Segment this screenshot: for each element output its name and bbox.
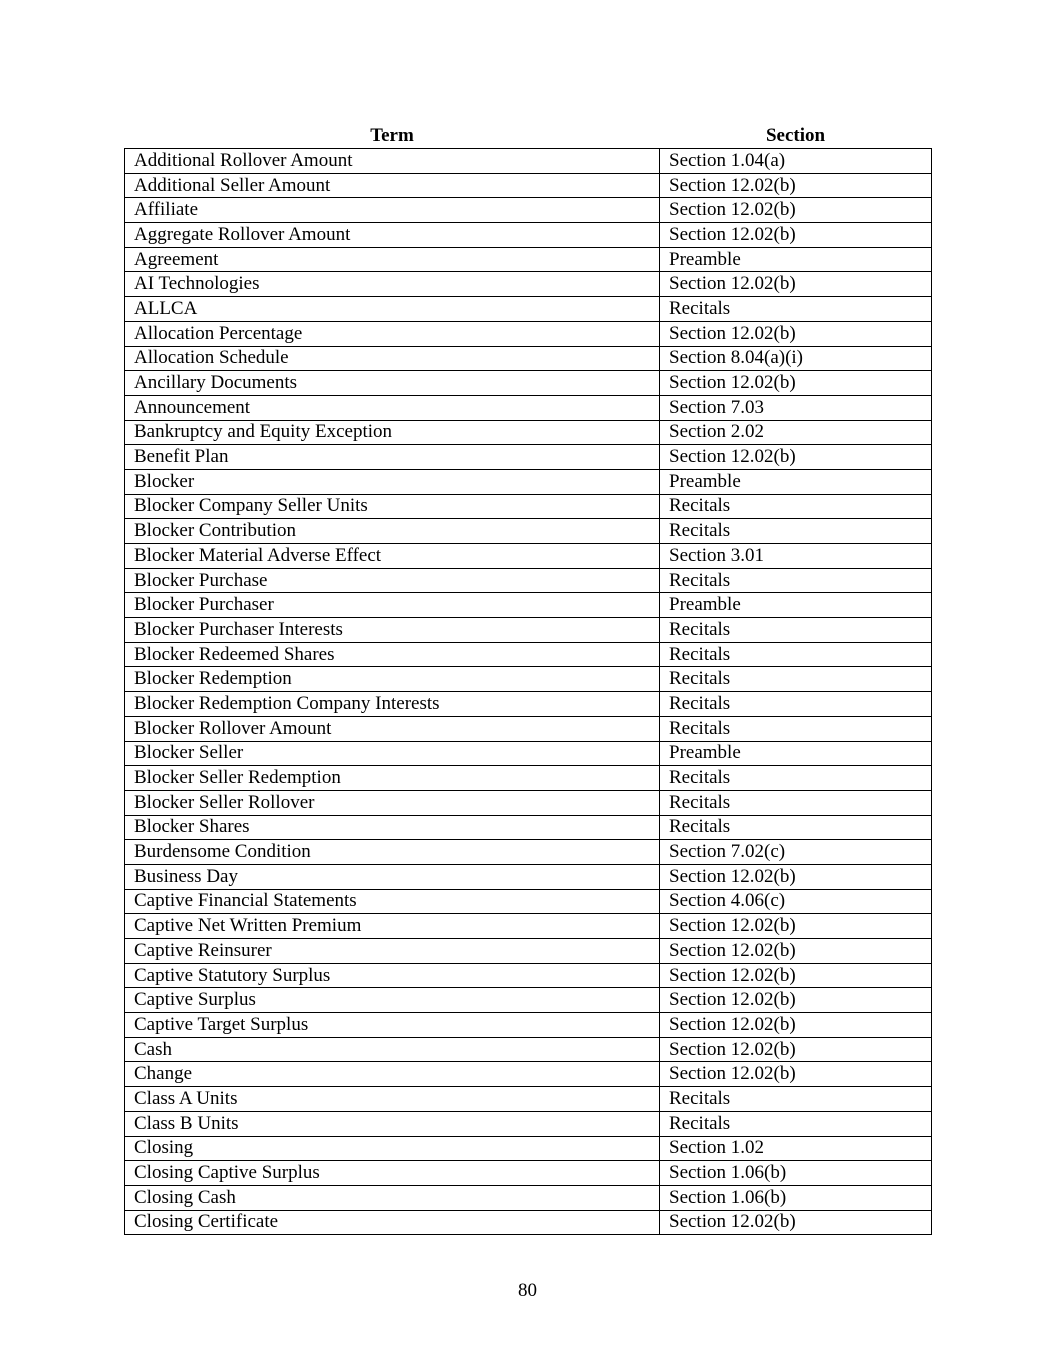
section-cell: Section 3.01 (660, 544, 932, 569)
section-cell: Preamble (660, 741, 932, 766)
section-cell: Recitals (660, 815, 932, 840)
table-row (125, 1013, 932, 1038)
term-cell: Captive Target Surplus (125, 1013, 660, 1038)
table-row (125, 371, 932, 396)
table-row (125, 618, 932, 643)
table-row (125, 741, 932, 766)
table-row (125, 864, 932, 889)
term-cell: AI Technologies (125, 272, 660, 297)
section-cell: Section 12.02(b) (660, 1062, 932, 1087)
term-cell: Class A Units (125, 1087, 660, 1112)
table-row (125, 173, 932, 198)
section-cell: Recitals (660, 494, 932, 519)
term-column-header: Term (370, 125, 414, 146)
section-cell: Section 12.02(b) (660, 988, 932, 1013)
section-cell: Section 12.02(b) (660, 272, 932, 297)
section-cell: Section 1.04(a) (660, 149, 932, 174)
table-row (125, 939, 932, 964)
section-cell: Recitals (660, 692, 932, 717)
table-row (125, 1136, 932, 1161)
section-cell: Section 12.02(b) (660, 914, 932, 939)
section-cell: Recitals (660, 790, 932, 815)
term-cell: Bankruptcy and Equity Exception (125, 420, 660, 445)
section-cell: Section 1.06(b) (660, 1185, 932, 1210)
table-row (125, 544, 932, 569)
section-cell: Section 1.02 (660, 1136, 932, 1161)
table-row (125, 1037, 932, 1062)
table-row (125, 494, 932, 519)
table-row (125, 297, 932, 322)
table-row (125, 198, 932, 223)
section-cell: Recitals (660, 1087, 932, 1112)
term-cell: Blocker Redeemed Shares (125, 642, 660, 667)
table-row (125, 519, 932, 544)
term-cell: Agreement (125, 247, 660, 272)
table-row (125, 716, 932, 741)
section-cell: Section 12.02(b) (660, 1210, 932, 1235)
table-row (125, 642, 932, 667)
section-cell: Section 12.02(b) (660, 1013, 932, 1038)
term-cell: Blocker Company Seller Units (125, 494, 660, 519)
term-cell: Class B Units (125, 1111, 660, 1136)
table-row (125, 420, 932, 445)
section-cell: Section 12.02(b) (660, 173, 932, 198)
term-cell: Ancillary Documents (125, 371, 660, 396)
term-cell: Blocker Seller (125, 741, 660, 766)
section-cell: Section 8.04(a)(i) (660, 346, 932, 371)
section-cell: Recitals (660, 766, 932, 791)
section-cell: Section 12.02(b) (660, 864, 932, 889)
table-row (125, 1161, 932, 1186)
term-cell: Announcement (125, 395, 660, 420)
term-cell: Cash (125, 1037, 660, 1062)
table-row (125, 914, 932, 939)
term-cell: Captive Financial Statements (125, 889, 660, 914)
section-cell: Section 12.02(b) (660, 445, 932, 470)
section-cell: Preamble (660, 593, 932, 618)
table-row (125, 1185, 932, 1210)
term-cell: Business Day (125, 864, 660, 889)
term-cell: Captive Reinsurer (125, 939, 660, 964)
table-row (125, 1111, 932, 1136)
section-cell: Recitals (660, 618, 932, 643)
section-cell: Recitals (660, 1111, 932, 1136)
table-row (125, 272, 932, 297)
section-cell: Section 7.03 (660, 395, 932, 420)
term-cell: Additional Rollover Amount (125, 149, 660, 174)
term-cell: Blocker Contribution (125, 519, 660, 544)
section-cell: Preamble (660, 469, 932, 494)
term-cell: Blocker Purchase (125, 568, 660, 593)
section-cell: Section 12.02(b) (660, 321, 932, 346)
term-cell: Blocker Seller Redemption (125, 766, 660, 791)
table-header-row (125, 124, 932, 149)
table-row (125, 790, 932, 815)
term-cell: Captive Statutory Surplus (125, 963, 660, 988)
table-row (125, 568, 932, 593)
term-cell: Captive Net Written Premium (125, 914, 660, 939)
table-row (125, 149, 932, 174)
term-cell: Closing Cash (125, 1185, 660, 1210)
table-row (125, 1062, 932, 1087)
term-cell: Additional Seller Amount (125, 173, 660, 198)
term-cell: ALLCA (125, 297, 660, 322)
section-cell: Section 12.02(b) (660, 939, 932, 964)
section-cell: Section 2.02 (660, 420, 932, 445)
term-cell: Blocker Purchaser Interests (125, 618, 660, 643)
term-cell: Closing Certificate (125, 1210, 660, 1235)
table-row (125, 223, 932, 248)
table-row (125, 1210, 932, 1235)
term-cell: Aggregate Rollover Amount (125, 223, 660, 248)
section-cell: Section 12.02(b) (660, 223, 932, 248)
table-row (125, 445, 932, 470)
section-cell: Recitals (660, 568, 932, 593)
term-cell: Blocker Purchaser (125, 593, 660, 618)
term-cell: Blocker Seller Rollover (125, 790, 660, 815)
table-row (125, 988, 932, 1013)
page-number: 80 (518, 1280, 537, 1301)
term-cell: Closing Captive Surplus (125, 1161, 660, 1186)
section-column-header: Section (765, 125, 826, 146)
table-row (125, 469, 932, 494)
term-cell: Allocation Schedule (125, 346, 660, 371)
table-row (125, 395, 932, 420)
term-cell: Captive Surplus (125, 988, 660, 1013)
term-cell: Blocker Redemption Company Interests (125, 692, 660, 717)
section-cell: Section 12.02(b) (660, 371, 932, 396)
table-row (125, 840, 932, 865)
term-cell: Affiliate (125, 198, 660, 223)
section-cell: Section 12.02(b) (660, 198, 932, 223)
table-body (125, 149, 932, 1235)
term-cell: Blocker Rollover Amount (125, 716, 660, 741)
term-cell: Change (125, 1062, 660, 1087)
table-row (125, 247, 932, 272)
section-cell: Recitals (660, 642, 932, 667)
section-cell: Recitals (660, 667, 932, 692)
section-cell: Section 12.02(b) (660, 1037, 932, 1062)
term-cell: Blocker (125, 469, 660, 494)
term-cell: Blocker Shares (125, 815, 660, 840)
table-row (125, 766, 932, 791)
term-cell: Benefit Plan (125, 445, 660, 470)
section-cell: Section 12.02(b) (660, 963, 932, 988)
section-cell: Section 4.06(c) (660, 889, 932, 914)
table-row (125, 692, 932, 717)
defined-terms-table (124, 124, 932, 1235)
term-cell: Blocker Material Adverse Effect (125, 544, 660, 569)
term-cell: Allocation Percentage (125, 321, 660, 346)
table-row (125, 321, 932, 346)
term-cell: Closing (125, 1136, 660, 1161)
table-row (125, 667, 932, 692)
table-row (125, 815, 932, 840)
term-cell: Blocker Redemption (125, 667, 660, 692)
section-cell: Recitals (660, 716, 932, 741)
table-row (125, 963, 932, 988)
section-cell: Preamble (660, 247, 932, 272)
table-row (125, 593, 932, 618)
table-row (125, 889, 932, 914)
section-cell: Recitals (660, 297, 932, 322)
section-cell: Section 7.02(c) (660, 840, 932, 865)
table-row (125, 1087, 932, 1112)
table-row (125, 346, 932, 371)
term-cell: Burdensome Condition (125, 840, 660, 865)
section-cell: Recitals (660, 519, 932, 544)
section-cell: Section 1.06(b) (660, 1161, 932, 1186)
